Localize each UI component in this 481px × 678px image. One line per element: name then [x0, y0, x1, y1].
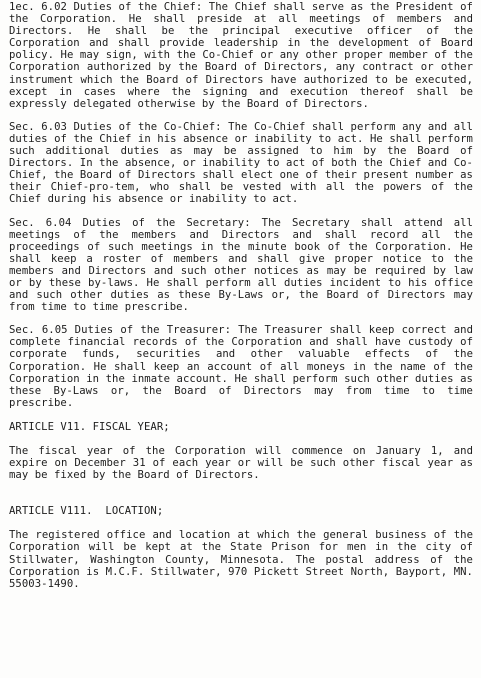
article-8-paragraph: The registered office and location at which the general business of the Corporation will be kept at the State Prison for men in the city of Stillwater, Washington County, Minnesota. The postal address of the Corporation is M.C.F. Stillwater, 970 Pickett Street North, Bayport, MN. 55003-1490. — [9, 529, 473, 590]
document-body — [9, 1, 473, 590]
spacer — [9, 409, 473, 421]
spacer — [9, 206, 473, 217]
section-6-05-paragraph: Sec. 6.05 Duties of the Treasurer: The Treasurer shall keep correct and complete financial records of the Corporation and shall have custody of corporate funds, securities and other valuable effects of the Corporation. He shall keep an account of all moneys in the name of the Corporation in the inmate account. He shall perform such other duties as these By-Laws or, the Board of Directors may from time to time prescribe. — [9, 324, 473, 409]
spacer — [9, 517, 473, 529]
section-6-04-paragraph: Sec. 6.04 Duties of the Secretary: The Secretary shall attend all meetings of the members and Directors and shall record all the proceedings of such meetings in the minute book of the Corporation. He shall keep a roster of members and shall give proper notice to the members and Directors and such other notices as may be required by law or by these by-laws. He shall perform all duties incident to his office and such other duties as these By-Laws or, the Board of Directors may from time to time prescribe. — [9, 216, 473, 314]
article-7-heading: ARTICLE V11. FISCAL YEAR; — [9, 420, 170, 433]
spacer — [9, 481, 473, 505]
article-8-heading: ARTICLE V111. LOCATION; — [9, 505, 164, 518]
spacer — [9, 313, 473, 324]
section-6-03-paragraph: Sec. 6.03 Duties of the Co-Chief: The Co-Chief shall perform any and all duties of the Chief in his absence or inability to act. He shall perform such additional duties as may be assigned to him by the Board of Directors. In the absence, or inability to act of both the Chief and Co-Chief, the Board of Directors shall elect one of their present number as their Chief-pro-tem, who shall be vested with all the powers of the Chief during his absence or inability to act. — [9, 120, 473, 206]
spacer — [9, 433, 473, 445]
article-7-paragraph: The fiscal year of the Corporation will commence on January 1, and expire on December 31 of each year or will be such other fiscal year as may be fixed by the Board of Directors. — [9, 445, 473, 482]
section-6-02-paragraph: 1ec. 6.02 Duties of the Chief: The Chief shall serve as the President of the Corporation. He shall preside at all meetings of members and Directors. He shall be the principal executive officer of the Corporation and shall provide leadership in the development of Board policy. He may sign, with the Co-Chief or any other proper member of the Corporation authorized by the Board of Directors, any contract or other instrument which the Board of Directors have authorized to be executed, except in cases where the signing and execution thereof shall be expressly delegated otherwise by the Board of Directors. — [9, 1, 473, 110]
spacer — [9, 110, 473, 121]
